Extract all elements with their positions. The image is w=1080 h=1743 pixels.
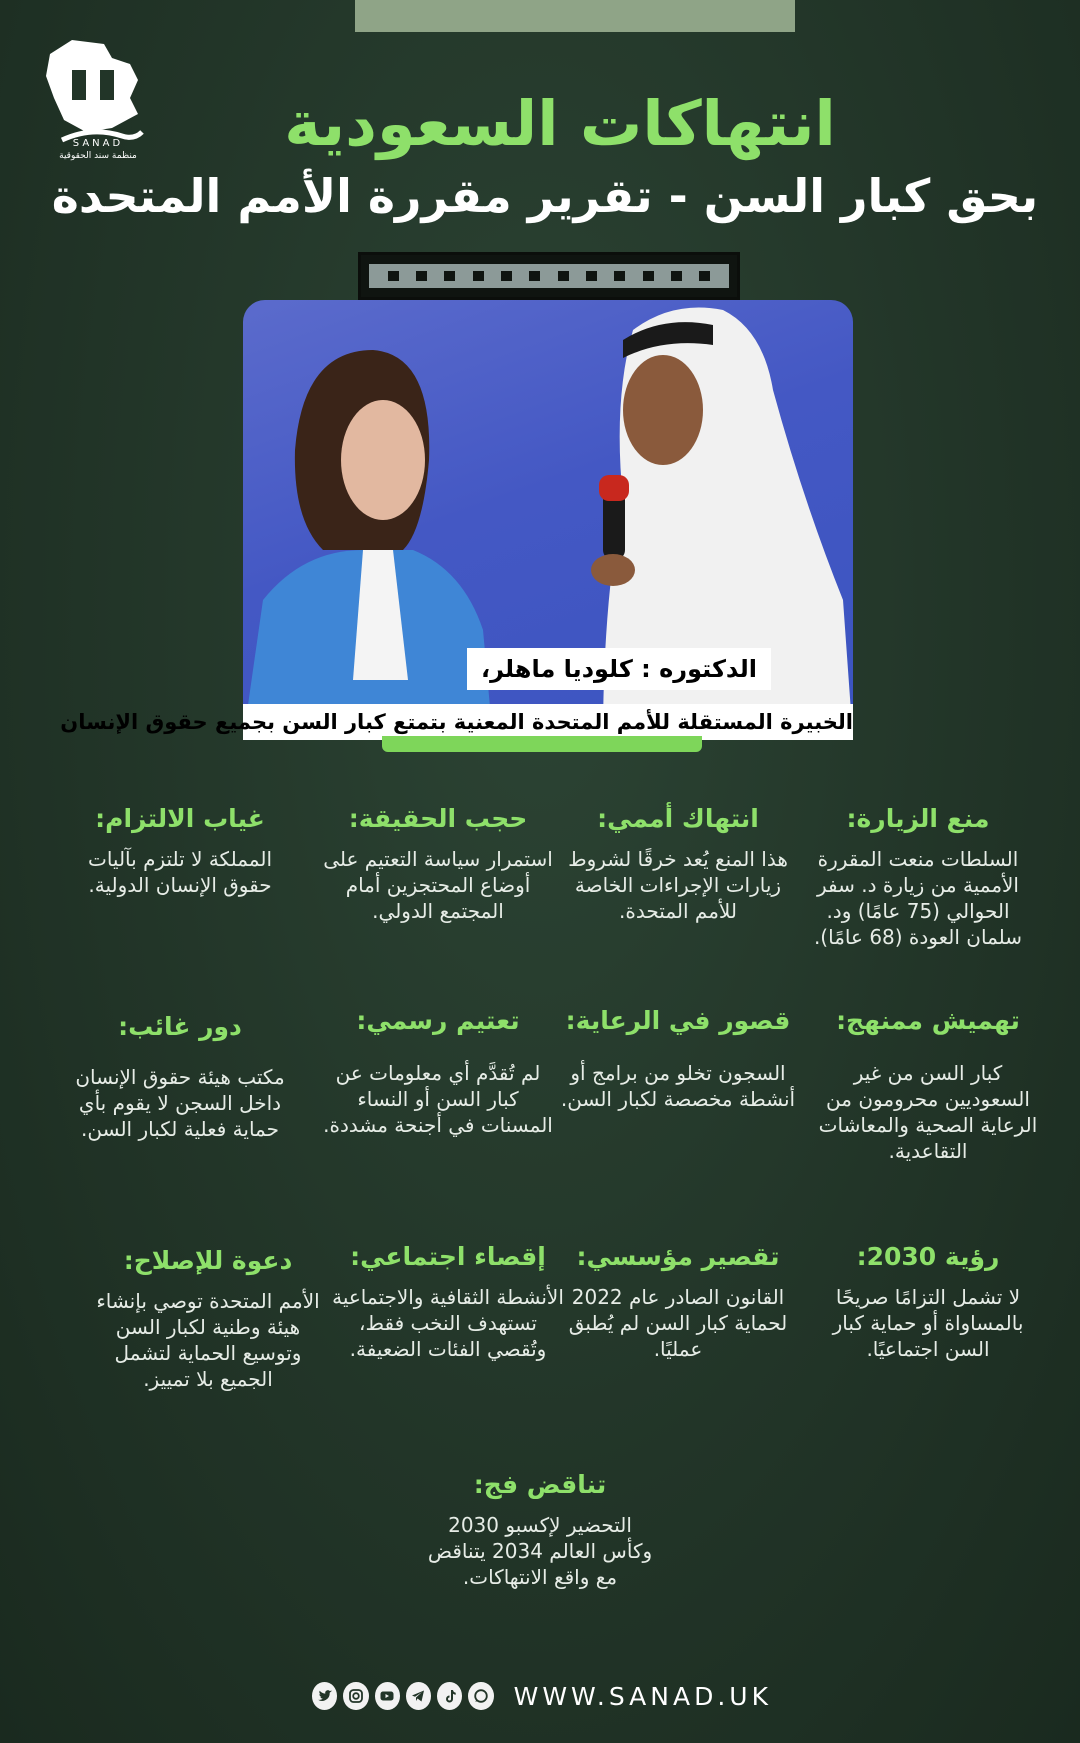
whatsapp-icon[interactable] bbox=[468, 1682, 493, 1710]
card-un-violation bbox=[560, 802, 796, 924]
photo-description-caption: الخبيرة المستقلة للأمم المتحدة المعنية بتمتع كبار السن بجميع حقوق الإنسان bbox=[243, 704, 853, 740]
card-text: مكتب هيئة حقوق الإنسان داخل السجن لا يقوم بأي حماية فعلية لكبار السن. bbox=[75, 1065, 285, 1141]
card-absent-role bbox=[62, 1010, 298, 1142]
interview-photo bbox=[60, 300, 853, 740]
footer bbox=[312, 1678, 772, 1714]
twitter-icon[interactable] bbox=[312, 1682, 337, 1710]
card-institutional-failure bbox=[560, 1240, 796, 1362]
card-truth-blocking bbox=[320, 802, 556, 924]
card-text: المملكة لا تلتزم بآليات حقوق الإنسان الدولية. bbox=[88, 847, 272, 897]
card-title: دعوة للإصلاح: bbox=[123, 1246, 293, 1275]
card-text: لا تشمل التزامًا صريحًا بالمساواة أو حماية كبار السن اجتماعيًا. bbox=[832, 1285, 1024, 1361]
card-title: غياب الالتزام: bbox=[95, 804, 265, 833]
telegram-icon[interactable] bbox=[406, 1682, 431, 1710]
card-text: كبار السن من غير السعوديين محرومون من الرعاية الصحية والمعاشات التقاعدية. bbox=[818, 1061, 1038, 1163]
youtube-icon[interactable] bbox=[375, 1682, 400, 1710]
card-text: الأنشطة الثقافية والاجتماعية تستهدف النخب فقط، وتُقصي الفئات الضعيفة. bbox=[332, 1285, 564, 1361]
photo-name-caption: الدكتوره : كلوديا ماهلر، bbox=[467, 648, 771, 690]
card-title: تعتيم رسمي: bbox=[356, 1006, 520, 1035]
card-vision-2030 bbox=[810, 1240, 1046, 1362]
card-systematic-marginalization bbox=[810, 1004, 1046, 1164]
card-text: هذا المنع يُعد خرقًا لشروط زيارات الإجراءات الخاصة للأمم المتحدة. bbox=[568, 847, 788, 923]
card-blatant-contradiction bbox=[422, 1468, 658, 1590]
card-text: استمرار سياسة التعتيم على أوضاع المحتجزين أمام المجتمع الدولي. bbox=[323, 847, 553, 923]
card-title: تقصير مؤسسي: bbox=[576, 1242, 780, 1271]
film-strip-decoration bbox=[358, 252, 740, 300]
logo-subtitle: منظمة سند الحقوقية bbox=[59, 151, 137, 161]
card-text: التحضير لإكسبو 2030 وكأس العالم 2034 يتناقض مع واقع الانتهاكات. bbox=[427, 1513, 653, 1589]
card-text: السلطات منعت المقررة الأممية من زيارة د. سفر الحوالي (75 عامًا) ود. سلمان العودة (68 عامًا). bbox=[813, 847, 1023, 949]
instagram-icon[interactable] bbox=[343, 1682, 368, 1710]
card-text: القانون الصادر عام 2022 لحماية كبار السن لم يُطبق عمليًا. bbox=[568, 1285, 788, 1361]
card-no-commitment bbox=[62, 802, 298, 898]
card-title: قصور في الرعاية: bbox=[565, 1006, 791, 1035]
card-title: تناقض فج: bbox=[473, 1470, 607, 1499]
card-title: دور غائب: bbox=[118, 1012, 242, 1041]
card-social-exclusion bbox=[330, 1240, 566, 1362]
top-accent-bar bbox=[355, 0, 795, 32]
logo-text: SANAD bbox=[72, 138, 124, 149]
card-title: انتهاك أممي: bbox=[597, 804, 759, 833]
card-call-for-reform bbox=[90, 1244, 326, 1392]
card-title: حجب الحقيقة: bbox=[348, 804, 528, 833]
card-official-blackout bbox=[320, 1004, 556, 1138]
card-title: منع الزيارة: bbox=[846, 804, 990, 833]
card-text: الأمم المتحدة توصي بإنشاء هيئة وطنية لكبار السن وتوسيع الحماية لتشمل الجميع بلا تمييز. bbox=[96, 1289, 320, 1391]
card-text: السجون تخلو من برامج أو أنشطة مخصصة لكبار السن. bbox=[560, 1061, 796, 1111]
card-title: إقصاء اجتماعي: bbox=[350, 1242, 546, 1271]
card-visit-ban bbox=[800, 802, 1036, 950]
page-subtitle: بحق كبار السن - تقرير مقررة الأمم المتحدة bbox=[51, 169, 1039, 223]
card-title: تهميش ممنهج: bbox=[836, 1006, 1020, 1035]
website-url[interactable]: WWW.SANAD.UK bbox=[513, 1681, 772, 1711]
card-text: لم تُقدَّم أي معلومات عن كبار السن أو النساء المسنات في أجنحة مشددة. bbox=[323, 1061, 553, 1137]
page-title: انتهاكات السعودية bbox=[284, 87, 836, 160]
card-care-shortfall bbox=[560, 1004, 796, 1112]
card-title: رؤية 2030: bbox=[856, 1242, 1000, 1271]
photo-accent-tab bbox=[382, 736, 702, 752]
tiktok-icon[interactable] bbox=[437, 1682, 462, 1710]
